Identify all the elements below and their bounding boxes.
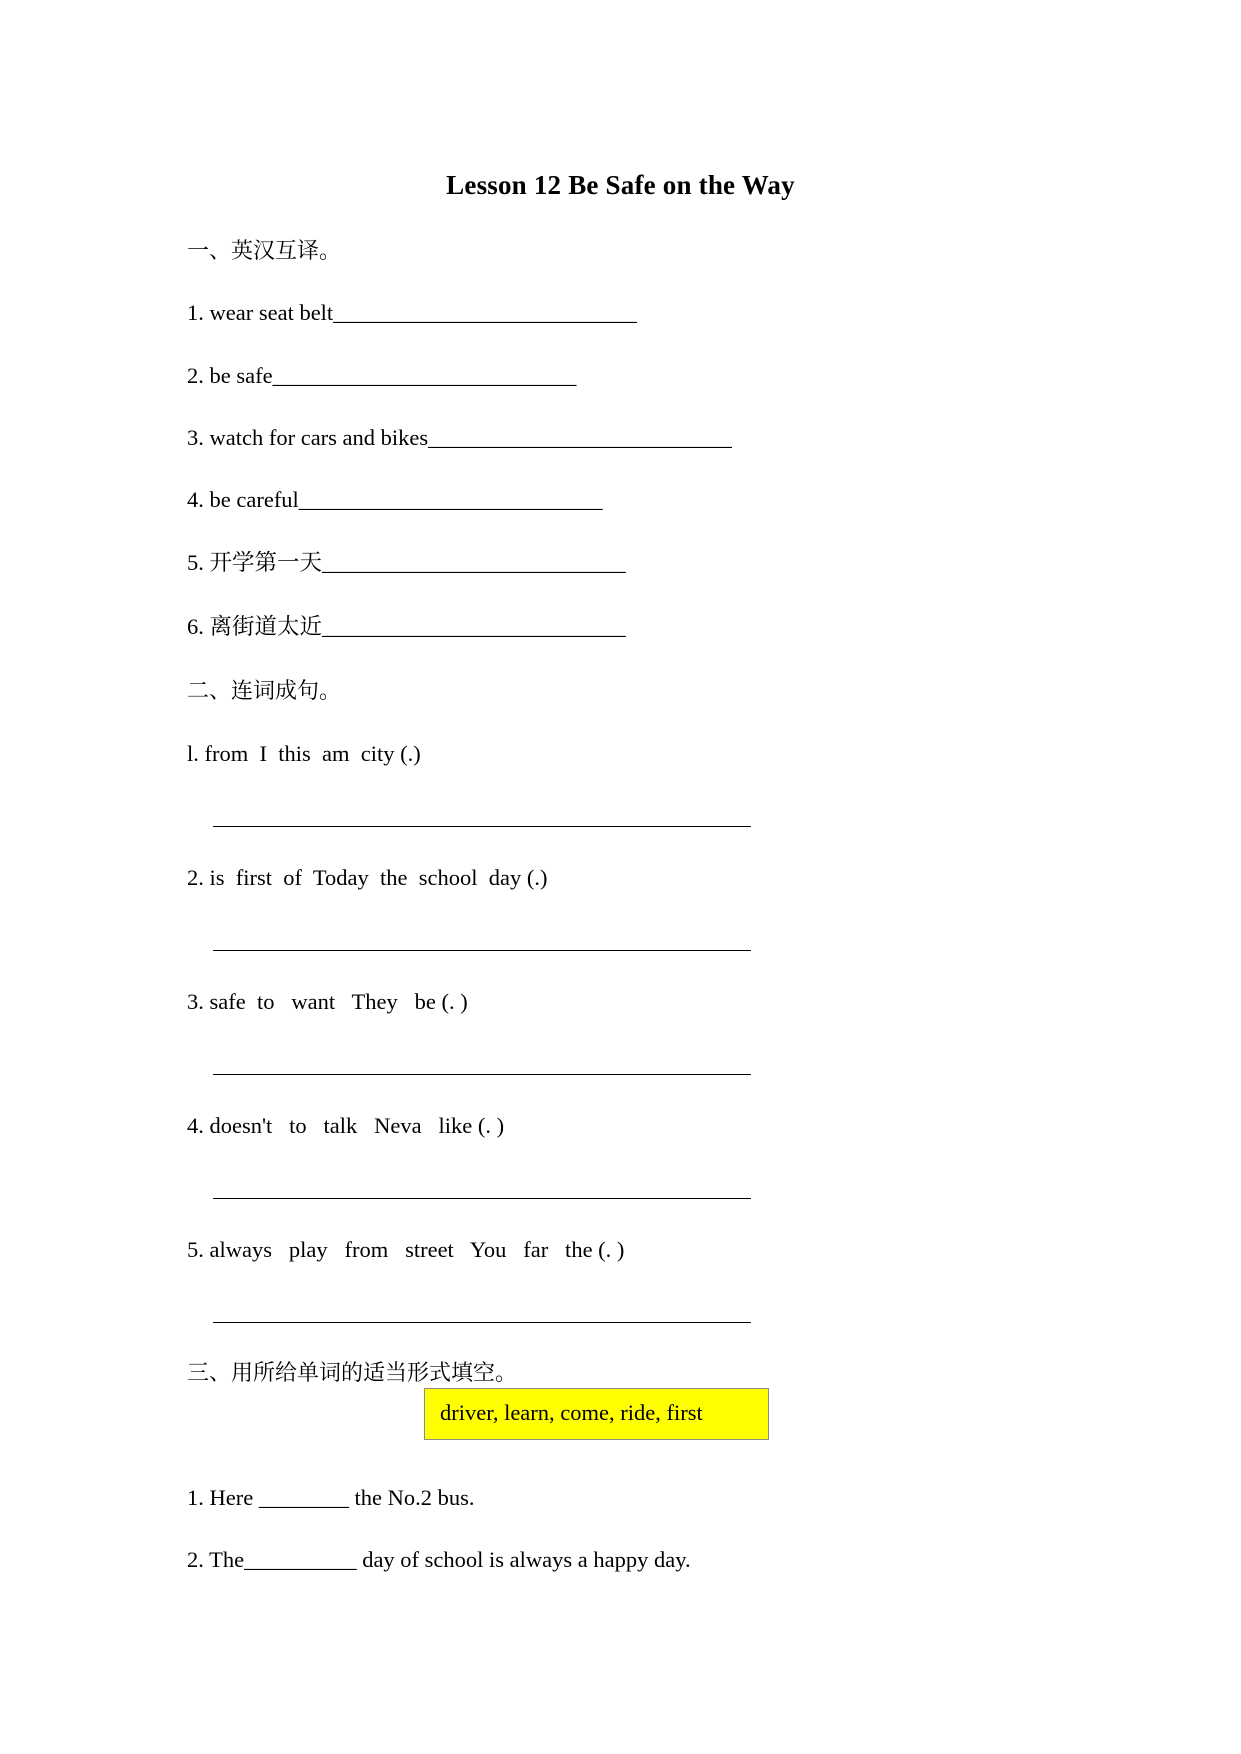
answer-line — [213, 1322, 751, 1323]
section1-item-5: 5. 开学第一天___________________________ — [187, 550, 626, 575]
section2-item-4: 4. doesn't to talk Neva like (. ) — [187, 1113, 505, 1138]
section1-item-6: 6. 离街道太近___________________________ — [187, 614, 626, 639]
section2-item-2: 2. is first of Today the school day (.) — [187, 865, 548, 890]
answer-line — [213, 1074, 751, 1075]
answer-line — [213, 826, 751, 827]
answer-line — [213, 950, 751, 951]
section2-item-1: l. from I this am city (.) — [187, 741, 421, 766]
section1-item-3: 3. watch for cars and bikes___________________________ — [187, 425, 732, 450]
answer-line — [213, 1198, 751, 1199]
section1-item-2: 2. be safe___________________________ — [187, 363, 577, 388]
section2-heading: 二、连词成句。 — [187, 679, 342, 704]
section3-item-1: 1. Here ________ the No.2 bus. — [187, 1485, 475, 1510]
section3-heading: 三、用所给单词的适当形式填空。 — [187, 1361, 518, 1386]
section2-item-3: 3. safe to want They be (. ) — [187, 989, 468, 1014]
section1-item-4: 4. be careful___________________________ — [187, 487, 603, 512]
section2-item-5: 5. always play from street You far the (. ) — [187, 1237, 625, 1262]
section3-item-2: 2. The__________ day of school is always a happy day. — [187, 1547, 691, 1572]
section1-item-1: 1. wear seat belt___________________________ — [187, 300, 637, 325]
word-bank-box: driver, learn, come, ride, first — [424, 1388, 769, 1440]
worksheet-title: Lesson 12 Be Safe on the Way — [446, 170, 795, 200]
section1-heading: 一、英汉互译。 — [187, 239, 342, 264]
